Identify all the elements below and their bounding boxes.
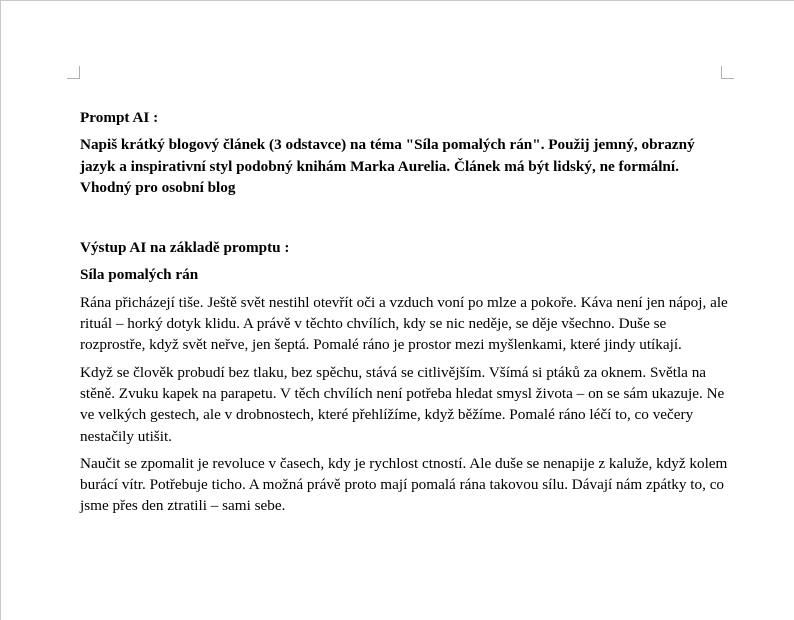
margin-corner-top-right: [721, 66, 734, 79]
output-label: Výstup AI na základě promptu :: [80, 239, 290, 257]
document-body[interactable]: [80, 107, 730, 523]
article-paragraph-1: Rána přicházejí tiše. Ještě svět nestihl otevřít oči a vzduch voní po mlze a pokoře. Káva není jen nápoj, ale rituál – horký dotyk klidu. A právě v těchto chvílích, kdy se nic neděje, se děje všechno. Duše se rozprostře, když svět neřve, jen šeptá. Pomalé ráno je prostor mezi myšlenkami, které jindy utíkají.: [80, 293, 728, 354]
article-title: Síla pomalých rán: [80, 266, 199, 284]
prompt-text: Napiš krátký blogový článek (3 odstavce) na téma "Síla pomalých rán". Použij jemný, obrazný jazyk a inspirativní styl podobný knihám Marka Aurelia. Článek má být lidský, ne formální. Vhodný pro osobní blog: [80, 136, 695, 196]
article-paragraph-2: Když se člověk probudí bez tlaku, bez spěchu, stává se citlivějším. Všímá si ptáků za oknem. Světla na stěně. Zvuku kapek na parapetu. V těch chvílích není potřeba hledat smysl života – on se sám ukazuje. Ne ve velkých gestech, ale v drobnostech, které přehlížíme, když běžíme. Pomalé ráno léčí to, co večery nestačily utišit.: [80, 363, 725, 445]
article-paragraph-3: Naučit se zpomalit je revoluce v časech, kdy je rychlost ctností. Ale duše se nenapije z kaluže, když kolem burácí vítr. Potřebuje ticho. A možná právě proto mají pomalá rána takovou sílu. Dávají nám zpátky to, co jsme přes den ztratili – sami sebe.: [80, 454, 728, 515]
prompt-label: Prompt AI :: [80, 109, 159, 126]
margin-corner-top-left: [67, 66, 80, 79]
